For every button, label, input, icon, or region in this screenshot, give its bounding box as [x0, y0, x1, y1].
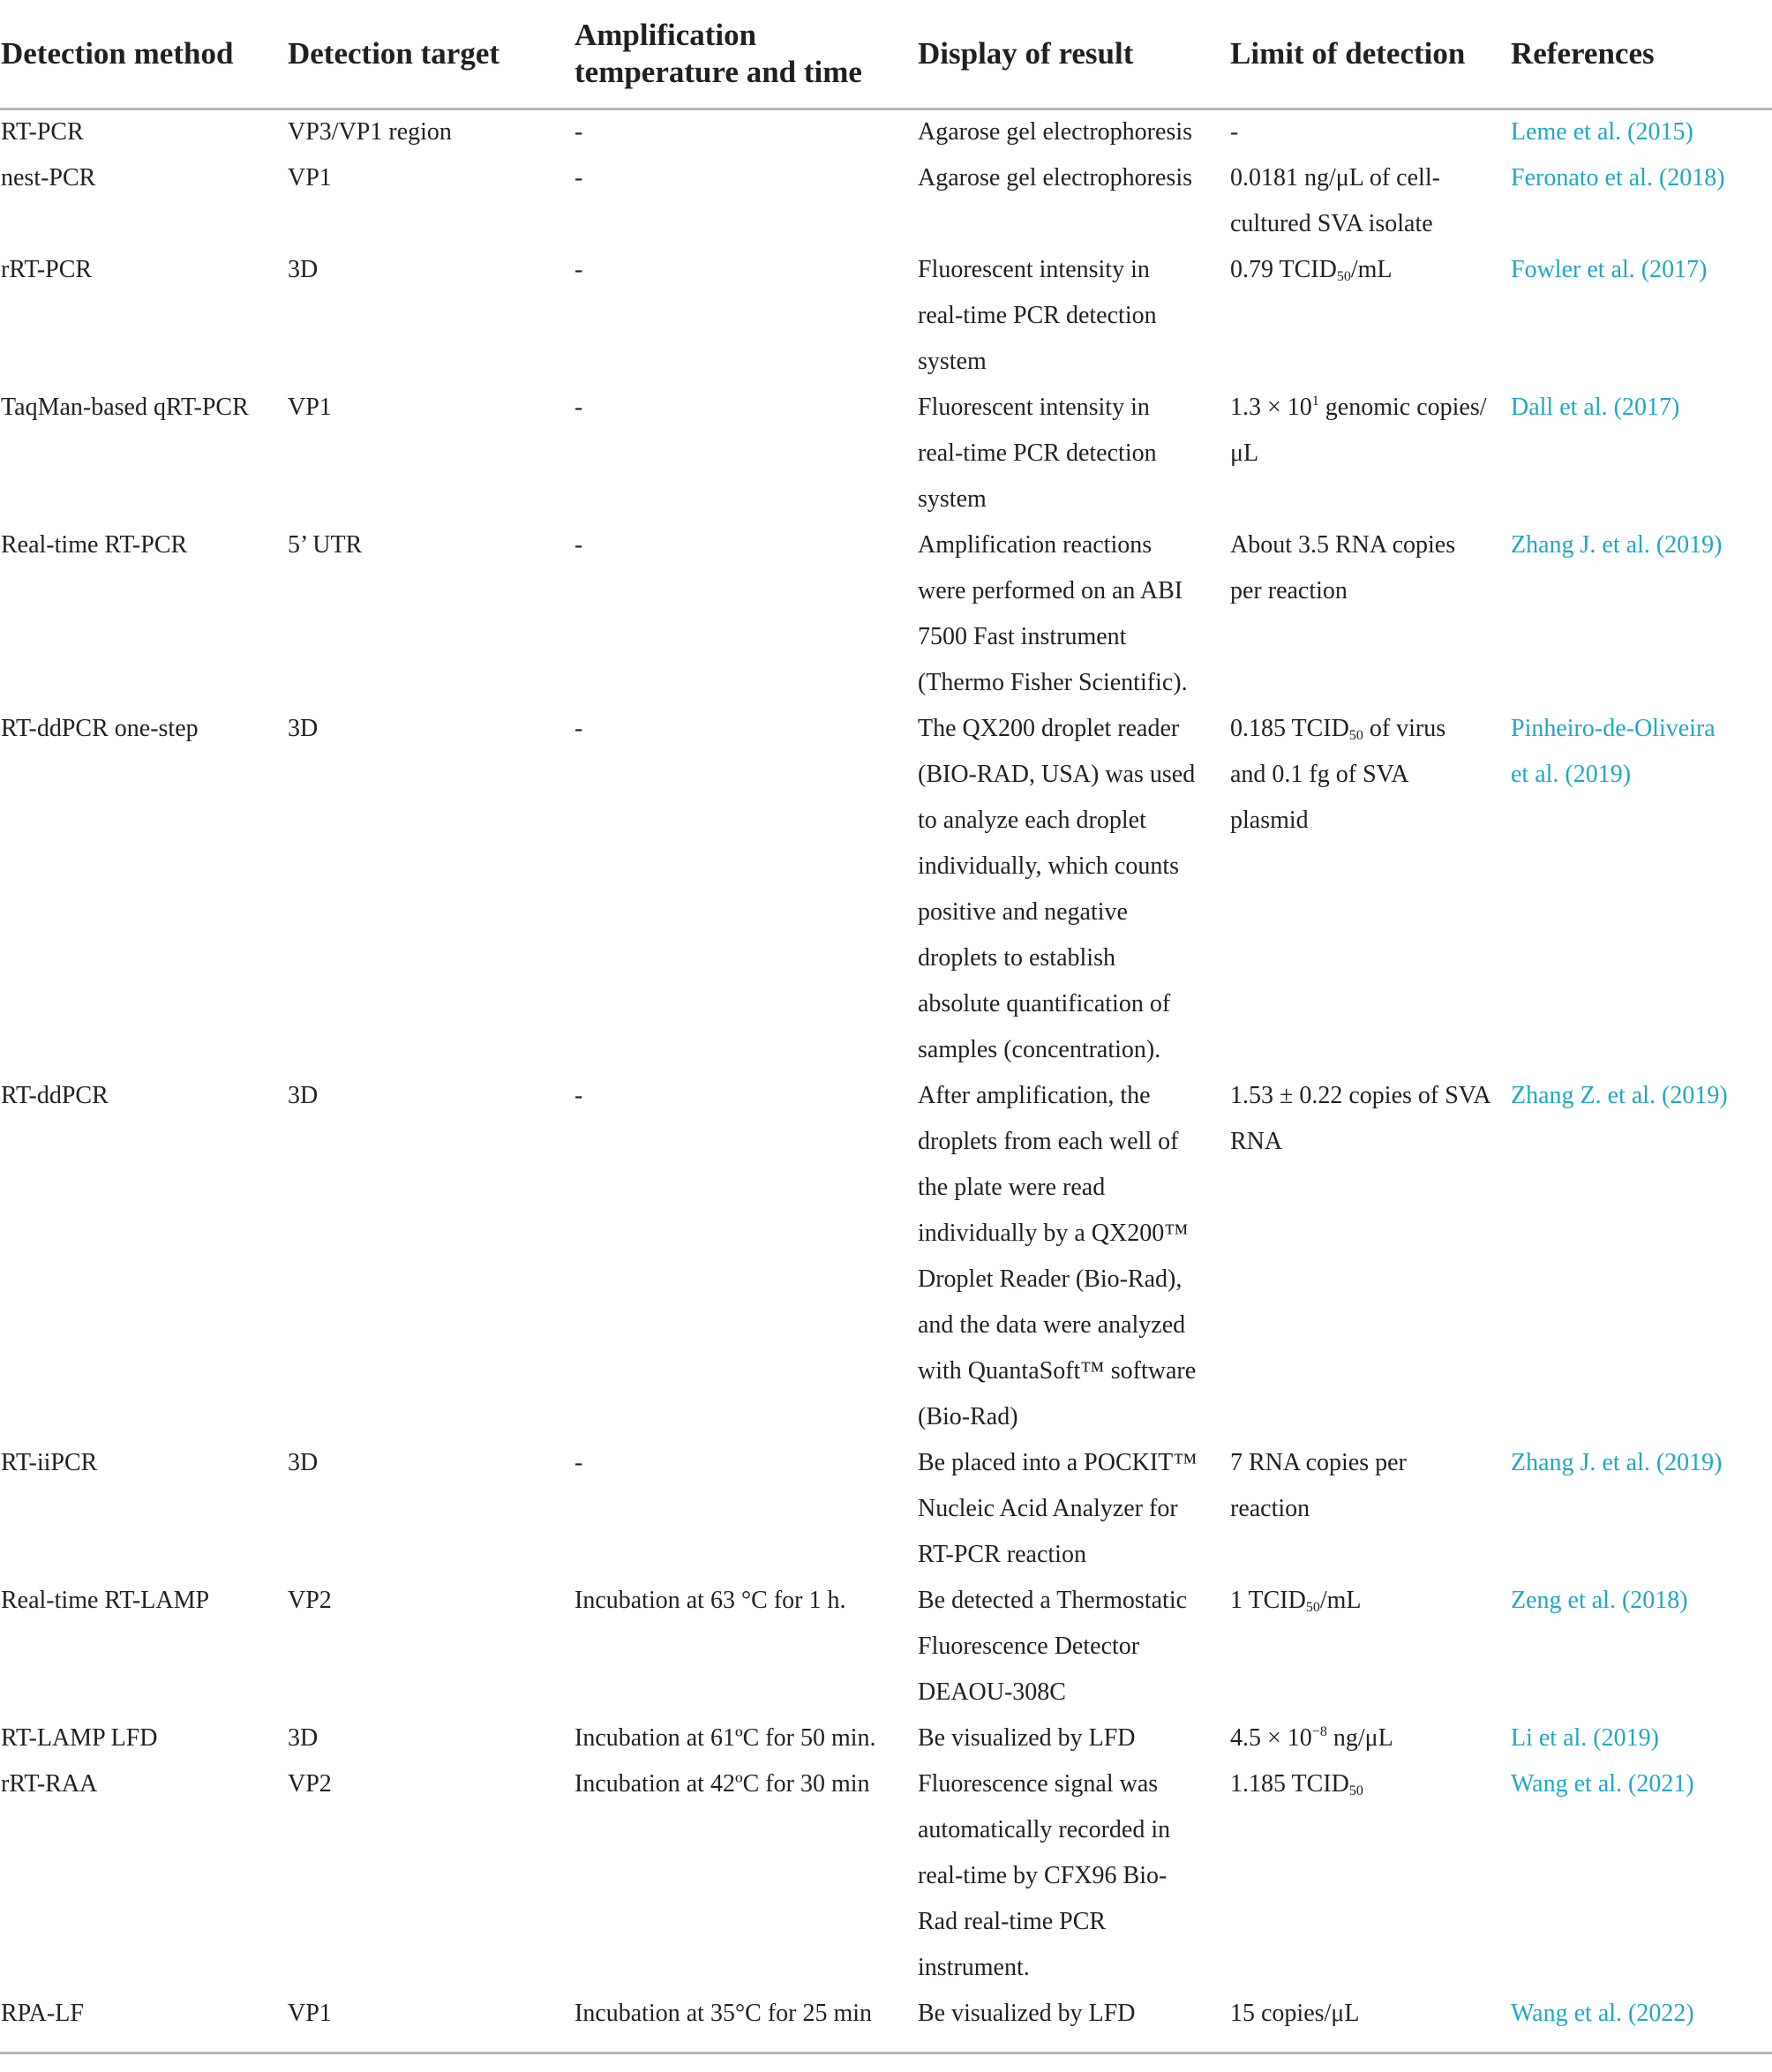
cell-line: Zhang Z. et al. (2019) — [1511, 1082, 1728, 1109]
cell-line: (BIO-RAD, USA) was used — [918, 761, 1196, 788]
cell-display — [918, 1715, 1136, 1761]
cell-line: Agarose gel electrophoresis — [918, 118, 1192, 146]
superscript: −8 — [1311, 1724, 1327, 1739]
cell-lod — [1230, 247, 1393, 293]
cell-line: and 0.1 fg of SVA — [1230, 761, 1409, 788]
cell-line: DEAOU-308C — [918, 1678, 1066, 1706]
cell-line: real-time PCR detection — [918, 439, 1157, 467]
cell-line: real-time PCR detection — [918, 302, 1157, 329]
cell-method: Real-time RT-LAMP — [1, 1587, 210, 1614]
cell-line: the plate were read — [918, 1174, 1106, 1201]
cell-target: VP2 — [288, 1770, 332, 1798]
cell-display — [918, 706, 1195, 1073]
cell-line: Fluorescent intensity in — [918, 256, 1150, 283]
cell-line: 1.53 ± 0.22 copies of SVA — [1230, 1082, 1491, 1109]
cell-line: droplets from each well of — [918, 1128, 1179, 1155]
cell-target: 5’ UTR — [288, 531, 363, 559]
cell-line: Agarose gel electrophoresis — [918, 164, 1192, 191]
cell-line: Be detected a Thermostatic — [918, 1587, 1188, 1614]
cell-line: real-time by CFX96 Bio- — [918, 1862, 1168, 1889]
superscript: 1 — [1311, 394, 1319, 409]
cell-line: Dall et al. (2017) — [1511, 394, 1680, 421]
cell-line: 15 copies/μL — [1230, 2000, 1360, 2027]
cell-line: system — [918, 348, 987, 375]
table-bottom-rule — [0, 2052, 1772, 2054]
header-amplification — [574, 17, 862, 91]
cell-line: with QuantaSoft™ software — [918, 1357, 1197, 1385]
cell-target: 3D — [288, 1449, 319, 1476]
reference-link[interactable] — [1511, 155, 1725, 201]
cell-method: RT-LAMP LFD — [1, 1724, 158, 1752]
cell-line: Droplet Reader (Bio-Rad), — [918, 1265, 1183, 1293]
header-limit-of-detection: Limit of detection — [1230, 36, 1466, 71]
cell-lod — [1230, 155, 1440, 247]
cell-line: system — [918, 485, 987, 513]
cell-method: nest-PCR — [1, 164, 96, 191]
cell-lod — [1230, 1991, 1359, 2037]
cell-line: Fowler et al. (2017) — [1511, 256, 1708, 283]
cell-method: RT-ddPCR — [1, 1082, 109, 1109]
cell-line: were performed on an ABI — [918, 577, 1183, 604]
cell-line: μL — [1230, 439, 1259, 467]
cell-line: 7500 Fast instrument — [918, 623, 1127, 650]
cell-method: rRT-PCR — [1, 256, 93, 283]
cell-line: After amplification, the — [918, 1082, 1151, 1109]
reference-link[interactable] — [1511, 1991, 1694, 2037]
cell-line: and the data were analyzed — [918, 1311, 1186, 1339]
header-display-of-result: Display of result — [918, 36, 1134, 71]
cell-line: plasmid — [1230, 807, 1309, 834]
cell-amplification: - — [574, 531, 583, 559]
header-references: References — [1511, 36, 1655, 71]
cell-amplification: - — [574, 715, 583, 742]
cell-line: positive and negative — [918, 898, 1128, 926]
cell-lod — [1230, 522, 1455, 614]
cell-amplification: - — [574, 256, 583, 283]
cell-method: rRT-RAA — [1, 1770, 98, 1798]
cell-line: Be visualized by LFD — [918, 1724, 1136, 1752]
cell-display — [918, 1761, 1170, 1991]
subscript: 50 — [1348, 728, 1363, 743]
cell-amplification: - — [574, 1082, 583, 1109]
cell-target: 3D — [288, 715, 319, 742]
cell-line: samples (concentration). — [918, 1036, 1161, 1063]
cell-line: Leme et al. (2015) — [1511, 118, 1693, 146]
cell-display — [918, 247, 1157, 385]
cell-line: et al. (2019) — [1511, 761, 1632, 788]
subscript: 50 — [1348, 1783, 1363, 1798]
cell-line: Be placed into a POCKIT™ — [918, 1449, 1198, 1476]
cell-line: Feronato et al. (2018) — [1511, 164, 1725, 191]
cell-line: 1.185 $TCID_{50}$ — [1230, 1770, 1363, 1798]
reference-link[interactable] — [1511, 1440, 1723, 1486]
cell-line: per reaction — [1230, 577, 1348, 604]
cell-line: The QX200 droplet reader — [918, 715, 1180, 742]
cell-line: $1.3 \times 10^1$ genomic copies/ — [1230, 394, 1487, 421]
cell-amplification: Incubation at 42ºC for 30 min — [574, 1770, 870, 1798]
cell-line: (Thermo Fisher Scientific). — [918, 669, 1188, 696]
cell-line: Li et al. (2019) — [1511, 1724, 1659, 1752]
cell-display — [918, 109, 1192, 155]
reference-link[interactable] — [1511, 385, 1679, 431]
cell-line: Fluorescence signal was — [918, 1770, 1159, 1798]
cell-line: Wang et al. (2021) — [1511, 1770, 1694, 1798]
reference-link[interactable] — [1511, 1715, 1659, 1761]
cell-line: Fluorescence Detector — [918, 1633, 1140, 1660]
cell-line: Pinheiro-de-Oliveira — [1511, 715, 1716, 742]
cell-target: 3D — [288, 1724, 319, 1752]
cell-lod — [1230, 385, 1487, 477]
cell-display — [918, 522, 1188, 706]
cell-display — [918, 1440, 1198, 1578]
reference-link[interactable] — [1511, 522, 1723, 568]
reference-link[interactable] — [1511, 1761, 1694, 1807]
cell-line: individually, which counts — [918, 852, 1180, 880]
header-rule — [0, 108, 1772, 110]
cell-method: RPA-LF — [1, 2000, 84, 2027]
cell-target: VP1 — [288, 394, 332, 421]
cell-line: instrument. — [918, 1954, 1030, 1981]
cell-method: Real-time RT-PCR — [1, 531, 188, 559]
cell-line: 7 RNA copies per — [1230, 1449, 1407, 1476]
cell-line: droplets to establish — [918, 944, 1115, 972]
cell-line: Wang et al. (2022) — [1511, 2000, 1694, 2027]
cell-line: 0.185 $TCID_{50}$ of virus — [1230, 715, 1446, 743]
cell-line: Nucleic Acid Analyzer for — [918, 1495, 1178, 1522]
cell-line: Zhang J. et al. (2019) — [1511, 1449, 1723, 1476]
cell-target: VP2 — [288, 1587, 332, 1614]
cell-method: RT-PCR — [1, 118, 84, 146]
cell-lod — [1230, 1578, 1362, 1624]
cell-amplification: Incubation at 35°C for 25 min — [574, 2000, 873, 2027]
cell-amplification: - — [574, 394, 583, 421]
cell-line: Zhang J. et al. (2019) — [1511, 531, 1723, 559]
cell-line: 1 $TCID_{50}/mL$ — [1230, 1587, 1362, 1615]
cell-line: Fluorescent intensity in — [918, 394, 1150, 421]
reference-link[interactable] — [1511, 247, 1707, 293]
header-amplification-line2: temperature and time — [574, 55, 862, 89]
header-detection-method: Detection method — [1, 36, 234, 71]
subscript: 50 — [1305, 1600, 1320, 1615]
cell-line: 0.0181 ng/μL of cell- — [1230, 164, 1440, 191]
cell-line: individually by a QX200™ — [918, 1220, 1189, 1247]
cell-lod — [1230, 109, 1238, 155]
cell-line: Amplification reactions — [918, 531, 1153, 559]
cell-lod — [1230, 1073, 1491, 1165]
reference-link[interactable] — [1511, 109, 1693, 155]
cell-line: Be visualized by LFD — [918, 2000, 1136, 2027]
cell-target: 3D — [288, 256, 319, 283]
cell-display — [918, 1991, 1136, 2037]
cell-line: Rad real-time PCR — [918, 1908, 1107, 1935]
cell-lod — [1230, 1761, 1363, 1807]
cell-line: cultured SVA isolate — [1230, 210, 1433, 237]
cell-display — [918, 1578, 1187, 1715]
cell-line: About 3.5 RNA copies — [1230, 531, 1456, 559]
cell-line: Zeng et al. (2018) — [1511, 1587, 1688, 1614]
reference-link[interactable] — [1511, 706, 1716, 798]
subscript: 50 — [1336, 269, 1351, 284]
header-detection-target: Detection target — [288, 36, 500, 71]
cell-method: RT-ddPCR one-step — [1, 715, 199, 742]
cell-lod — [1230, 706, 1445, 844]
cell-line: $4.5 \times 10^{-8}$ ng/μL — [1230, 1724, 1393, 1752]
cell-display — [918, 155, 1192, 201]
cell-target: VP1 — [288, 2000, 332, 2027]
reference-link[interactable] — [1511, 1073, 1728, 1119]
cell-line: - — [1230, 118, 1239, 146]
cell-line: absolute quantification of — [918, 990, 1171, 1017]
cell-amplification: Incubation at 61ºC for 50 min. — [574, 1724, 876, 1752]
cell-method: RT-iiPCR — [1, 1449, 98, 1476]
cell-target: 3D — [288, 1082, 319, 1109]
cell-amplification: - — [574, 118, 583, 146]
cell-line: automatically recorded in — [918, 1816, 1171, 1843]
cell-target: VP1 — [288, 164, 332, 191]
cell-lod — [1230, 1715, 1393, 1761]
cell-amplification: - — [574, 1449, 583, 1476]
cell-target: VP3/VP1 region — [288, 118, 452, 146]
cell-line: 0.79 $TCID_{50}/mL$ — [1230, 256, 1393, 284]
cell-line: (Bio-Rad) — [918, 1403, 1018, 1430]
cell-line: RT-PCR reaction — [918, 1541, 1086, 1568]
cell-display — [918, 1073, 1196, 1440]
cell-line: reaction — [1230, 1495, 1310, 1522]
cell-amplification: Incubation at 63 °C for 1 h. — [574, 1587, 846, 1614]
cell-line: RNA — [1230, 1128, 1283, 1155]
header-amplification-line1: Amplification — [574, 18, 757, 52]
reference-link[interactable] — [1511, 1578, 1688, 1624]
cell-display — [918, 385, 1157, 522]
cell-amplification: - — [574, 164, 583, 191]
cell-method: TaqMan-based qRT-PCR — [1, 394, 249, 421]
cell-line: to analyze each droplet — [918, 807, 1146, 834]
cell-lod — [1230, 1440, 1407, 1532]
